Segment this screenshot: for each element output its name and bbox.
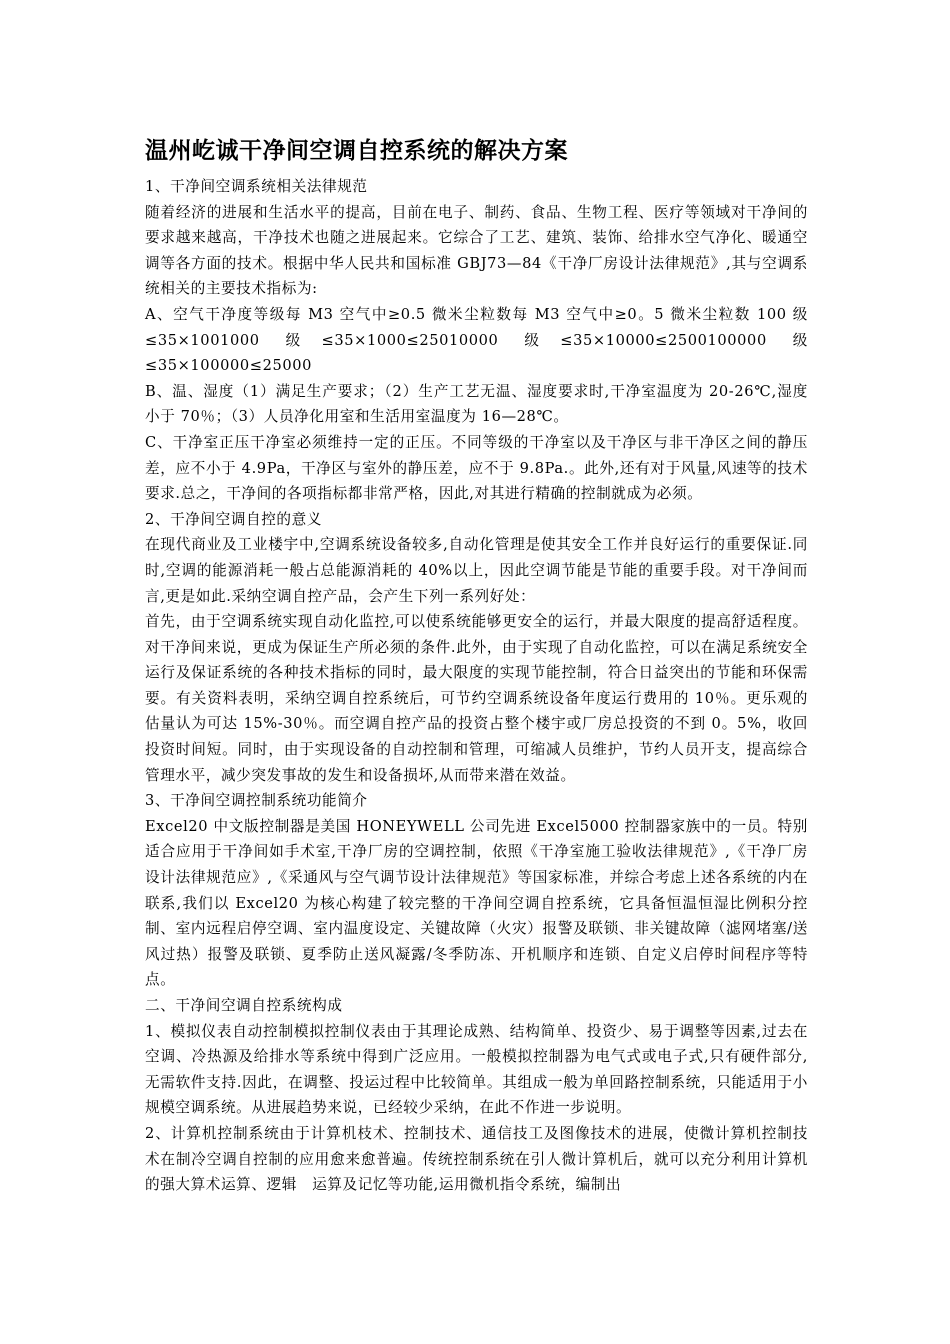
section-heading-composition: 二、干净间空调自控系统构成 [145, 997, 343, 1014]
document-title: 温州屹诚干净间空调自控系统的解决方案 [145, 138, 568, 164]
paragraph-item-b: B、温、湿度（1）满足生产要求；（2）生产工艺无温、湿度要求时,干净室温度为 20-26℃,湿度小于 70％；（3）人员净化用室和生活用室温度为 16—28℃。 [145, 382, 808, 426]
paragraph-item-a: A、空气干净度等级每 M3 空气中≥0.5 微米尘粒数每 M3 空气中≥0。5 微米尘粒数 100 级≤35×1001000 级≤35×1000≤25010000 级≤35×10000≤2500100000 级≤35×100000≤25000 [145, 305, 808, 375]
paragraph-intro: 随着经济的进展和生活水平的提高，目前在电子、制药、食品、生物工程、医疗等领域对干净间的要求越来越高，干净技术也随之进展起来。它综合了工艺、建筑、装饰、给排水空气净化、暖通空调等各方面的技术。根据中华人民共和国标准 GBJ73—84《干净厂房设计法律规范》,其与空调系统相关的主要技术指标为: [145, 203, 808, 298]
paragraph-benefits: 首先，由于空调系统实现自动化监控,可以使系统能够更安全的运行，并最大限度的提高舒适程度。对干净间来说，更成为保证生产所必须的条件.此外，由于实现了自动化监控，可以在满足系统安全运行及保证系统的各种技术指标的同时，最大限度的实现节能控制，符合日益突出的节能和环保需要。有关资料表明，采纳空调自控系统后，可节约空调系统设备年度运行费用的 10％。更乐观的估量认为可达 15%-30％。而空调自控产品的投资占整个楼宇或厂房总投资的不到 0。5%，收回投资时间短。同时，由于实现设备的自动控制和管理，可缩减人员维护，节约人员开支，提高综合管理水平，减少突发事故的发生和设备损坏,从而带来潜在效益。 [145, 613, 808, 784]
paragraph-significance: 在现代商业及工业楼宇中,空调系统设备较多,自动化管理是使其安全工作并良好运行的重要保证.同时,空调的能源消耗一般占总能源消耗的 40%以上，因此空调节能是节能的重要手段。对干净间而言,更是如此.采纳空调自控产品，会产生下列一系列好处： [145, 536, 808, 605]
document-page [145, 128, 808, 1198]
section-heading-3: 3、干净间空调控制系统功能简介 [145, 792, 368, 810]
section-heading-1: 1、干净间空调系统相关法律规范 [145, 178, 368, 195]
section-heading-2: 2、干净间空调自控的意义 [145, 510, 323, 528]
paragraph-excel20: Excel20 中文版控制器是美国 HONEYWELL 公司先进 Excel5000 控制器家族中的一员。特别适合应用于干净间如手术室,干净厂房的空调控制，依照《干净室施工验收法律规范》,《干净厂房设计法律规范应》,《采通风与空气调节设计法律规范》等国家标准，并综合考虑上述各系统的内在联系,我们以 Excel20 为核心构建了较完整的干净间空调自控系统，它具备恒温恒湿比例积分控制、室内远程启停空调、室内温度设定、关键故障（火灾）报警及联锁、非关键故障（滤网堵塞/送风过热）报警及联锁、夏季防止送风凝露/冬季防冻、开机顺序和连锁、自定义启停时间程序等特点。 [145, 817, 808, 989]
paragraph-item-c: C、干净室正压干净室必须维持一定的正压。不同等级的干净室以及干净区与非干净区之间的静压差，应不小于 4.9Pa，干净区与室外的静压差，应不于 9.8Pa.。此外,还有对于风量,风速等的技术要求.总之，干净间的各项指标都非常严格，因此,对其进行精确的控制就成为必须。 [145, 433, 808, 503]
document-body [145, 174, 808, 1198]
paragraph-analog-control: 1、模拟仪表自动控制模拟控制仪表由于其理论成熟、结构简单、投资少、易于调整等因素,过去在空调、冷热源及给排水等系统中得到广泛应用。一般模拟控制器为电气式或电子式,只有硬件部分,无需软件支持.因此，在调整、投运过程中比较简单。其组成一般为单回路控制系统，只能适用于小规模空调系统。从进展趋势来说，已经较少采纳，在此不作进一步说明。 [145, 1022, 808, 1117]
paragraph-computer-control: 2、计算机控制系统由于计算机枝术、控制技术、通信技工及图像技术的进展，使微计算机控制技术在制冷空调自控制的应用愈来愈普遍。传统控制系统在引人微计算机后，就可以充分利用计算机的强大算术运算、逻辑 运算及记忆等功能,运用微机指令系统，编制出 [145, 1124, 808, 1194]
